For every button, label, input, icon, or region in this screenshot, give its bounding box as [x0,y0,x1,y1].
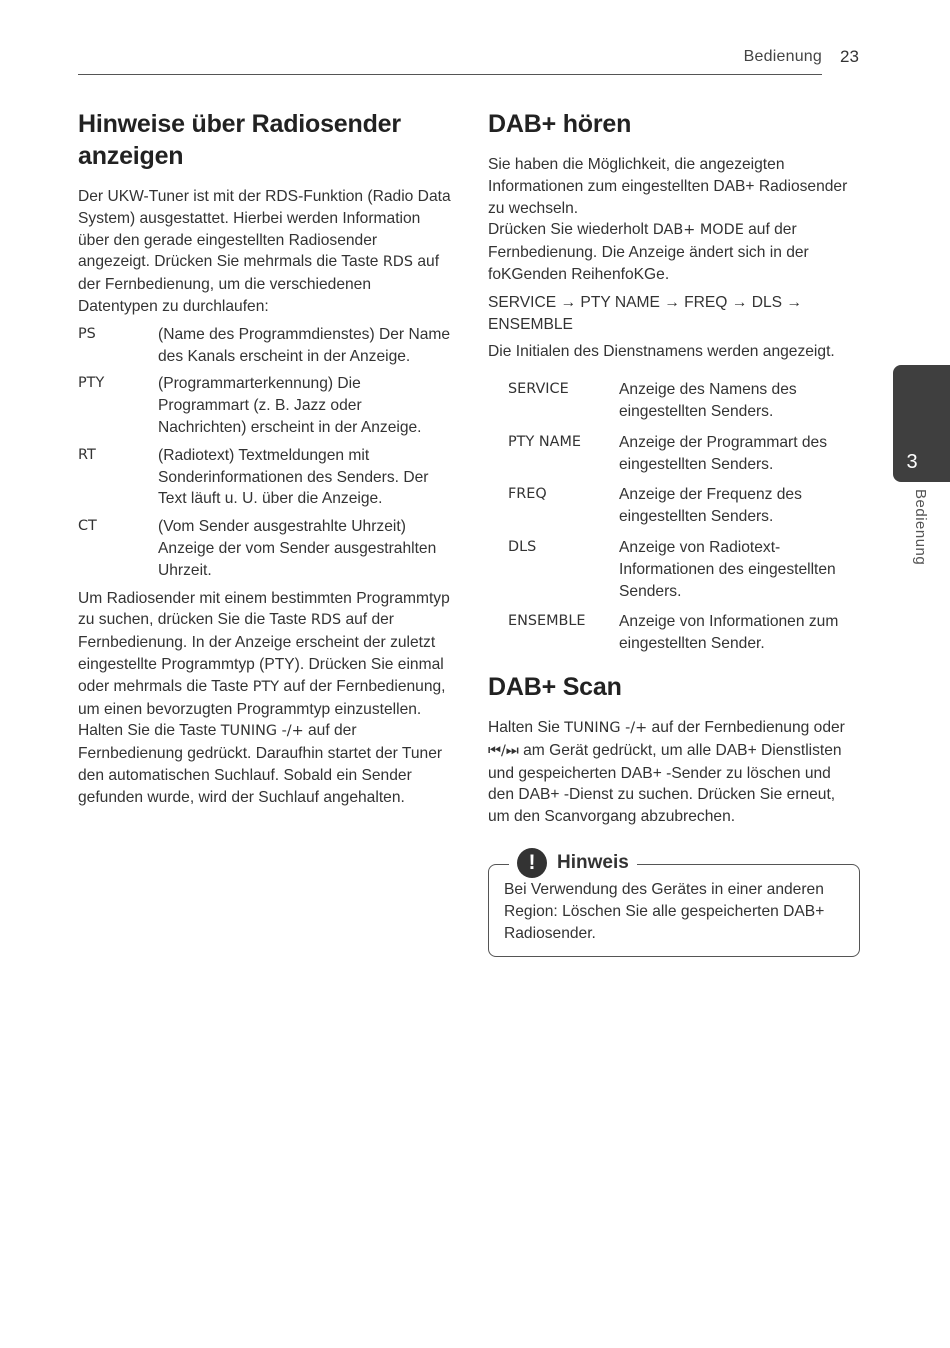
note-title: Hinweis [557,851,629,873]
right-column [488,108,860,957]
note-header [509,848,637,878]
table-value: Anzeige des Namens des eingestellten Senders. [619,381,797,420]
table-key: FREQ [508,486,547,503]
dab-paragraph-2: Drücken Sie wiederholt DAB+ MODE auf der Fernbedienung. Die Anzeige ändert sich in der foKGenden ReihenfoKGe. [488,221,809,283]
dab-paragraph-1: Sie haben die Möglichkeit, die angezeigten Informationen zum eingestellten DAB+ Radiosender zu wechseln. [488,156,848,217]
chapter-label: Bedienung [912,489,929,566]
chapter-tab [893,365,950,482]
page-number: 23 [840,47,859,66]
chapter-number: 3 [906,451,918,473]
definition-desc: (Programmarterkennung) Die Programmart (z. B. Jazz oder Nachrichten) erscheint in der Anzeige. [158,375,422,436]
table-value: Anzeige von Radiotext-Informationen des eingestellten Senders. [619,538,836,600]
note-text: Bei Verwendung des Gerätes in einer anderen Region: Löschen Sie alle gespeicherten DAB+ Radiosender. [504,880,825,942]
definition-item [78,516,452,581]
definition-item [78,373,452,438]
table-row [508,537,860,602]
definition-desc: (Vom Sender ausgestrahlte Uhrzeit) Anzeige der vom Sender ausgestrahlten Uhrzeit. [158,518,437,579]
table-row [508,611,860,655]
dab-mode-table [508,379,860,655]
table-key: ENSEMBLE [508,613,586,630]
table-key: DLS [508,538,537,555]
header-section-label: Bedienung [743,48,822,65]
table-key: SERVICE [508,381,569,398]
section-title-rds: Hinweise über Radiosender anzeigen [78,110,401,170]
definition-item [78,445,452,510]
table-key: PTY NAME [508,433,581,450]
rds-definition-list [78,324,452,582]
table-value: Anzeige der Frequenz des eingestellten Senders. [619,486,802,526]
definition-desc: (Radiotext) Textmeldungen mit Sonderinformationen des Senders. Der Text läuft u. U. über die Anzeige. [158,446,429,508]
note-box [488,850,860,957]
page-header [78,44,822,75]
table-value: Anzeige der Programmart des eingestellten Senders. [619,433,828,473]
definition-term: RT [78,446,96,463]
definition-term: CT [78,518,97,535]
definition-term: PS [78,325,96,342]
section-title-scan: DAB+ Scan [488,672,622,701]
section-title-dab: DAB+ hören [488,110,632,138]
table-row [508,379,860,423]
table-row [508,432,860,476]
table-row [508,484,860,528]
definition-desc: (Name des Programmdienstes) Der Name des Kanals erscheint in der Anzeige. [158,325,451,365]
exclamation-icon: ! [517,848,547,878]
definition-term: PTY [78,375,105,392]
skip-buttons-icon: ⏮/⏭ [488,742,519,759]
scan-paragraph: Halten Sie TUNING -/+ auf der Fernbedienung oder ⏮/⏭ am Gerät gedrückt, um alle DAB+ Dienstlisten und gespeicherten DAB+ -Sender zu löschen und den DAB+ -Dienst zu suchen. Drücken Sie erneut, um den Scanvorgang abzubrechen. [488,718,845,826]
table-value: Anzeige von Informationen zum eingestellten Sender. [619,613,839,653]
rds-intro: Der UKW-Tuner ist mit der RDS-Funktion (Radio Data System) ausgestattet. Hierbei werden Information über den gerade eingestellten Radiosender angezeigt. Drücken Sie mehrmals die Taste RDS auf der Fernbedienung, um die verschiedenen Datentypen zu durchlaufen: [78,188,451,315]
left-column [78,108,452,815]
dab-paragraph-3: Die Initialen des Dienstnamens werden angezeigt. [488,343,835,361]
rds-outro: Um Radiosender mit einem bestimmten Programmtyp zu suchen, drücken Sie die Taste RDS auf der Fernbedienung. In der Anzeige erscheint der zuletzt eingestellte Programmtyp (PTY). Drücken Sie einmal oder mehrmals die Taste PTY auf der Fernbedienung, um einen bevorzugten Programmtyp einzustellen. Halten Sie die Taste TUNING -/+ auf der Fernbedienung gedrückt. Daraufhin startet der Tuner den automatischen Suchlauf. Sobald ein Sender gefunden wurde, wird der Suchlauf angehalten. [78,589,450,806]
dab-sequence: SERVICE → PTY NAME → FREQ → DLS → ENSEMBLE [488,293,802,333]
definition-item [78,324,452,368]
